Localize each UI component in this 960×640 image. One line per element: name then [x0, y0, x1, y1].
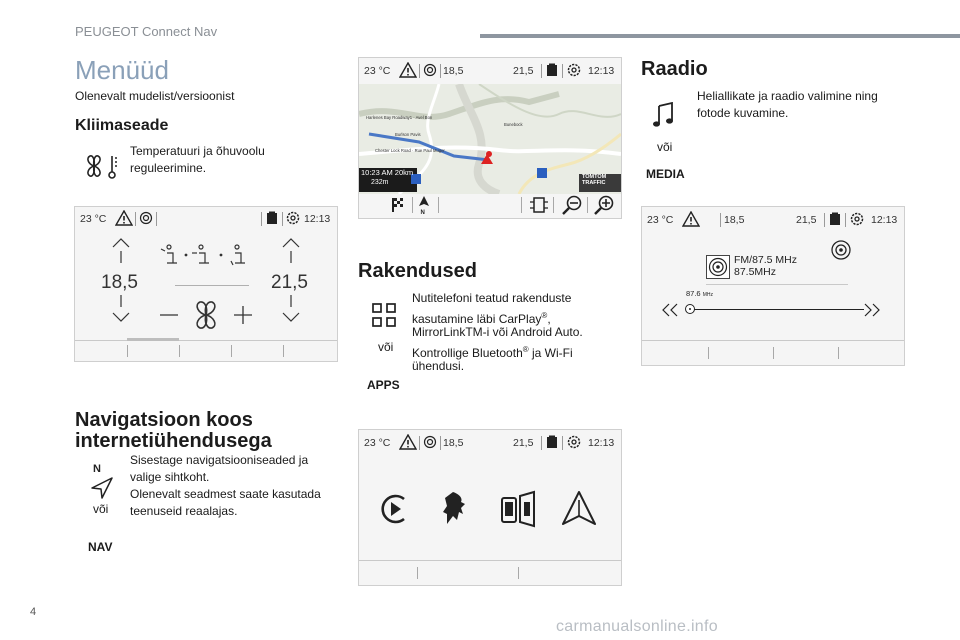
status-right-temp: 21,5 [513, 65, 534, 77]
media-button-label: MEDIA [646, 167, 685, 181]
status-right-temp: 21,5 [513, 437, 534, 449]
watermark: carmanualsonline.info [556, 618, 718, 635]
radio-or: või [657, 140, 673, 154]
phone-icon [545, 63, 559, 77]
nav-or: või [93, 502, 109, 516]
nav-button-label: NAV [88, 540, 113, 554]
status-temp: 23 °C [364, 437, 391, 449]
traffic-badge [582, 174, 606, 186]
phone-icon [828, 212, 842, 226]
warning-icon [399, 434, 417, 450]
station-icon [706, 255, 730, 279]
radio-text-1: Heliallikate ja raadio valimine ning [697, 89, 878, 103]
warning-icon [399, 62, 417, 78]
left-temp: 18,5 [101, 272, 138, 293]
warning-icon [115, 210, 133, 226]
traffic-line1: TOMTOM [582, 174, 607, 180]
status-temp: 23 °C [364, 65, 391, 77]
apps-grid-icon [372, 303, 396, 327]
apps-button-label: APPS [367, 378, 400, 392]
nav-text-3: Olenevalt seadmest saate kasutada [130, 487, 321, 501]
peugeot-lion-icon[interactable] [439, 490, 471, 526]
tuner-freq-value: 87.6 [686, 289, 701, 298]
right-temp: 21,5 [271, 272, 308, 293]
status-left-temp: 18,5 [443, 65, 464, 77]
phone-icon [265, 211, 279, 225]
map-screen [358, 57, 622, 219]
station-frequency: 87.5MHz [734, 266, 777, 278]
svg-text:Harlenes Bay Roadway1 · Avel B: Harlenes Bay Roadway1 · Avel Bon [366, 115, 433, 120]
warning-icon [682, 211, 700, 227]
apps-text-4a: Kontrollige Bluetooth [412, 346, 523, 360]
android-auto-icon[interactable] [561, 490, 597, 526]
music-note-icon [652, 102, 674, 128]
svg-text:Burlson Pavis: Burlson Pavis [395, 132, 421, 137]
tuner-track[interactable] [686, 309, 864, 311]
fan-controls[interactable] [160, 299, 254, 331]
mirrorlink-icon[interactable] [499, 490, 537, 528]
status-left-temp: 18,5 [724, 214, 745, 226]
airflow-modes-icon[interactable] [159, 241, 255, 271]
registered-mark: ® [541, 311, 548, 320]
climate-title: Kliimaseade [75, 117, 169, 134]
apps-text-5: ühendusi. [412, 359, 465, 373]
nav-text-4: teenuseid reaalajas. [130, 504, 238, 518]
settings-icon [566, 434, 582, 450]
radio-text-2: fotode kuvamine. [697, 106, 789, 120]
radio-title: Raadio [641, 58, 708, 80]
map-distance: 20km [394, 168, 414, 177]
traffic-line2: TRAFFIC [582, 180, 606, 186]
status-temp: 23 °C [80, 213, 107, 225]
climate-description: Temperatuuri ja õhuvoolu reguleerimine. [130, 144, 265, 175]
status-temp: 23 °C [647, 214, 674, 226]
map-eta [361, 168, 413, 177]
svg-text:N: N [420, 210, 425, 215]
page-subtitle: Olenevalt mudelist/versioonist [75, 89, 235, 103]
map-view-icon[interactable] [530, 196, 548, 214]
map-time: 10:23 AM [361, 168, 393, 177]
settings-icon [285, 210, 301, 226]
apps-title: Rakendused [358, 260, 477, 282]
map-next-turn: 232m [371, 179, 389, 186]
compass-icon[interactable] [417, 195, 431, 215]
right-temp-down-icon[interactable] [281, 295, 301, 327]
nav-text-2: valige sihtkoht. [130, 470, 210, 484]
nav-icon [88, 462, 116, 500]
zoom-out-icon[interactable] [561, 195, 583, 215]
apps-text-2b: , [547, 312, 551, 326]
apps-text-4b: ja Wi-Fi [528, 346, 573, 360]
climate-screen [74, 206, 338, 362]
nav-title-line1: Navigatsioon koos [75, 409, 253, 431]
page-number: 4 [30, 606, 37, 618]
station-name: FM/87.5 MHz [734, 254, 798, 266]
destination-flag-icon[interactable] [391, 197, 405, 213]
status-time: 12:13 [588, 65, 615, 77]
svg-text:Bunebock: Bunebock [504, 122, 523, 127]
svg-text:Chester Lock Road · Rue Paul M: Chester Lock Road · Rue Paul Muger [375, 148, 445, 153]
apps-text-1: Nutitelefoni teatud rakenduste [412, 291, 572, 305]
apps-text-3: MirrorLinkTM-i või Android Auto. [412, 325, 583, 339]
nav-title-line2: internetiühendusega [75, 430, 272, 452]
left-temp-down-icon[interactable] [111, 295, 131, 327]
apps-or: või [378, 340, 394, 354]
carplay-icon[interactable] [377, 492, 411, 526]
status-time: 12:13 [304, 213, 331, 225]
status-time: 12:13 [871, 214, 898, 226]
registered-mark: ® [522, 345, 529, 354]
apps-text-2a: kasutamine läbi CarPlay [412, 312, 542, 326]
nav-text-1: Sisestage navigatsiooniseaded ja [130, 453, 309, 467]
radio-screen [641, 206, 905, 366]
header-bar [480, 34, 960, 38]
page-title: Menüüd [75, 55, 169, 85]
left-temp-up-icon[interactable] [111, 235, 131, 263]
location-icon [139, 211, 153, 225]
status-left-temp: 18,5 [443, 437, 464, 449]
settings-icon [849, 211, 865, 227]
tuner-frequency [686, 289, 713, 298]
zoom-in-icon[interactable] [593, 195, 615, 215]
status-time: 12:13 [588, 437, 615, 449]
phone-icon [545, 435, 559, 449]
running-header: PEUGEOT Connect Nav [75, 24, 218, 39]
location-icon [423, 63, 437, 77]
climate-icon [82, 150, 122, 182]
seek-back-icon[interactable] [660, 303, 680, 317]
tuner-knob[interactable] [685, 304, 695, 314]
seek-forward-icon[interactable] [862, 303, 882, 317]
right-temp-up-icon[interactable] [281, 235, 301, 263]
tuner-freq-unit: MHz [702, 292, 713, 298]
svg-text:N: N [93, 463, 101, 475]
radio-broadcast-icon[interactable] [830, 239, 852, 261]
settings-icon [566, 62, 582, 78]
status-right-temp: 21,5 [796, 214, 817, 226]
apps-screen [358, 429, 622, 586]
location-icon [423, 435, 437, 449]
